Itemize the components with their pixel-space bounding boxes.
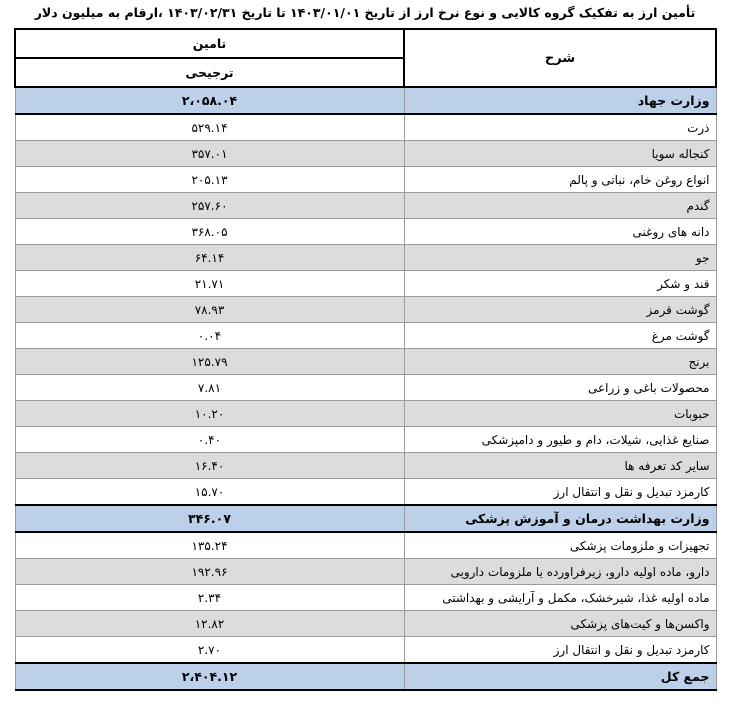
table-row bbox=[15, 349, 716, 375]
group-row-label: وزارت جهاد bbox=[404, 87, 716, 114]
table-row bbox=[15, 559, 716, 585]
table-row-label: برنج bbox=[404, 349, 716, 375]
group-row-value: ۲،۰۵۸.۰۴ bbox=[15, 87, 404, 114]
grand-total-row-label: جمع کل bbox=[404, 663, 716, 690]
table-row-label: واکسن‌ها و کیت‌های پزشکی bbox=[404, 611, 716, 637]
table-row bbox=[15, 427, 716, 453]
table-row bbox=[15, 637, 716, 664]
table-row bbox=[15, 271, 716, 297]
table-row-value: ۱۲۵.۷۹ bbox=[15, 349, 404, 375]
table-row-label: محصولات باغی و زراعی bbox=[404, 375, 716, 401]
table-row bbox=[15, 585, 716, 611]
header-row-1 bbox=[15, 29, 716, 58]
table-row-value: ۱۶.۴۰ bbox=[15, 453, 404, 479]
table-row-value: ۳۵۷.۰۱ bbox=[15, 141, 404, 167]
table-row-label: کارمزد تبدیل و نقل و انتقال ارز bbox=[404, 637, 716, 664]
group-row bbox=[15, 87, 716, 114]
currency-supply-table bbox=[14, 28, 717, 691]
table-row bbox=[15, 453, 716, 479]
table-row-label: کارمزد تبدیل و نقل و انتقال ارز bbox=[404, 479, 716, 506]
table-row-label: سایر کد تعرفه ها bbox=[404, 453, 716, 479]
group-row-label: وزارت بهداشت درمان و آموزش پزشکی bbox=[404, 505, 716, 532]
table-row-label: دانه های روغنی bbox=[404, 219, 716, 245]
table-row-value: ۲۰۵.۱۳ bbox=[15, 167, 404, 193]
table-row-value: ۷.۸۱ bbox=[15, 375, 404, 401]
table-row-value: ۱۳۵.۲۴ bbox=[15, 532, 404, 559]
header-preferential: ترجیحی bbox=[15, 58, 404, 87]
table-row-label: حبوبات bbox=[404, 401, 716, 427]
table-row-label: تجهیزات و ملزومات پزشکی bbox=[404, 532, 716, 559]
table-row-value: ۳۶۸.۰۵ bbox=[15, 219, 404, 245]
table-row-value: ۱۰.۲۰ bbox=[15, 401, 404, 427]
table-row-label: کنجاله سویا bbox=[404, 141, 716, 167]
table-row-value: ۲.۳۴ bbox=[15, 585, 404, 611]
table-row-value: ۱۵.۷۰ bbox=[15, 479, 404, 506]
table-row-value: ۲.۷۰ bbox=[15, 637, 404, 664]
grand-total-row-value: ۲،۴۰۴.۱۲ bbox=[15, 663, 404, 690]
table-row-value: ۲۵۷.۶۰ bbox=[15, 193, 404, 219]
group-row bbox=[15, 505, 716, 532]
table-row bbox=[15, 193, 716, 219]
table-row bbox=[15, 611, 716, 637]
table-row bbox=[15, 375, 716, 401]
table-row-value: ۶۴.۱۴ bbox=[15, 245, 404, 271]
table-row-label: صنایع غذایی، شیلات، دام و طیور و دامپزشکی bbox=[404, 427, 716, 453]
header-description: شرح bbox=[404, 29, 716, 87]
table-row bbox=[15, 532, 716, 559]
table-row bbox=[15, 141, 716, 167]
table-row-label: قند و شکر bbox=[404, 271, 716, 297]
table-row-label: انواع روغن خام، نباتی و پالم bbox=[404, 167, 716, 193]
table-row bbox=[15, 167, 716, 193]
table-row-value: ۱۲.۸۲ bbox=[15, 611, 404, 637]
table-row-value: ۷۸.۹۳ bbox=[15, 297, 404, 323]
table-row-label: جو bbox=[404, 245, 716, 271]
table-row bbox=[15, 479, 716, 506]
grand-total-row bbox=[15, 663, 716, 690]
table-row-label: ماده اولیه غذا، شیرخشک، مکمل و آرایشی و بهداشتی bbox=[404, 585, 716, 611]
table-row-value: ۵۲۹.۱۴ bbox=[15, 114, 404, 141]
header-supply: تامین bbox=[15, 29, 404, 58]
report-title: تأمین ارز به تفکیک گروه کالایی و نوع نرخ ارز از تاریخ ۱۴۰۳/۰۱/۰۱ تا تاریخ ۱۴۰۳/۰۲/۳۱ ،ارقام به میلیون دلار bbox=[34, 5, 696, 20]
table-row bbox=[15, 401, 716, 427]
table-row-label: ذرت bbox=[404, 114, 716, 141]
table-row-label: گندم bbox=[404, 193, 716, 219]
table-row-label: گوشت مرغ bbox=[404, 323, 716, 349]
table-row bbox=[15, 297, 716, 323]
table-row bbox=[15, 245, 716, 271]
table-row bbox=[15, 323, 716, 349]
table-row-value: ۰.۰۴ bbox=[15, 323, 404, 349]
table-row-value: ۰.۴۰ bbox=[15, 427, 404, 453]
group-row-value: ۳۴۶.۰۷ bbox=[15, 505, 404, 532]
table-row-value: ۱۹۲.۹۶ bbox=[15, 559, 404, 585]
table-row bbox=[15, 114, 716, 141]
table-row-label: گوشت قرمز bbox=[404, 297, 716, 323]
table-row bbox=[15, 219, 716, 245]
table-row-label: دارو، ماده اولیه دارو، زیرفراورده یا ملزومات دارویی bbox=[404, 559, 716, 585]
table-row-value: ۲۱.۷۱ bbox=[15, 271, 404, 297]
